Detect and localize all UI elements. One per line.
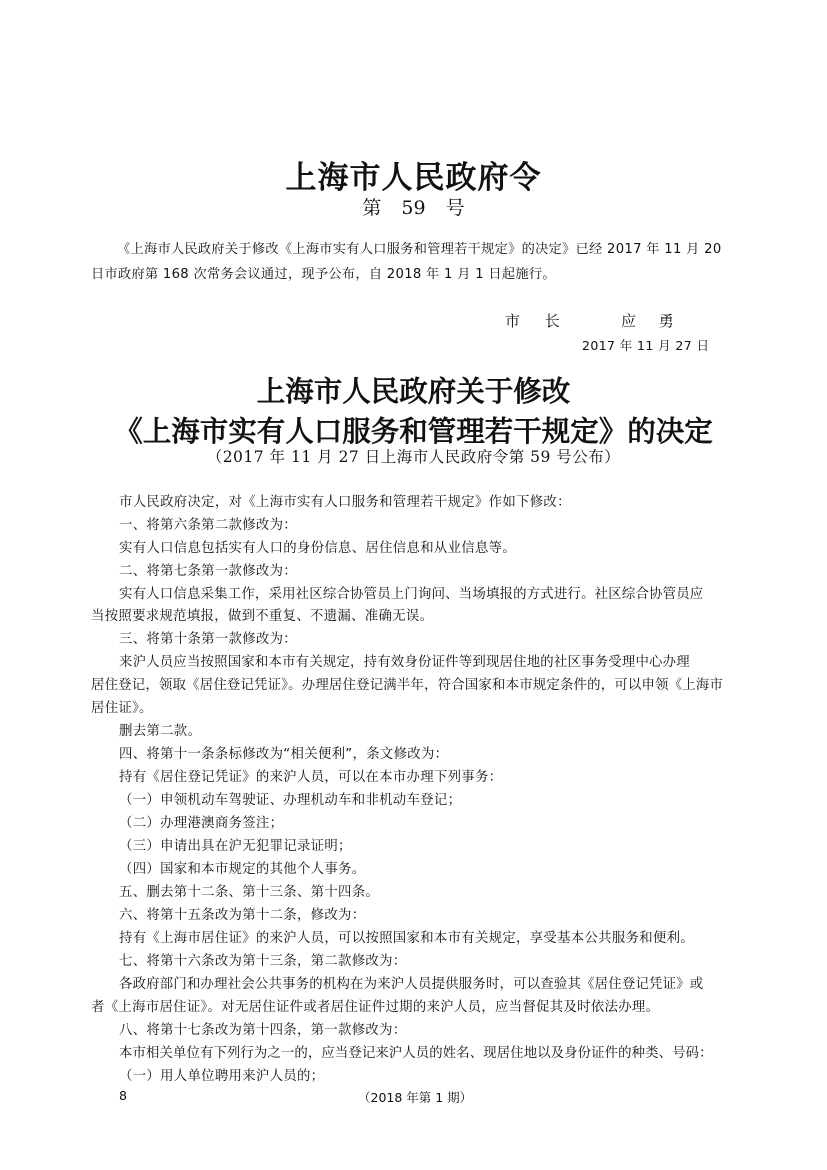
body-line: 五、删去第十二条、第十三条、第十四条。 bbox=[119, 885, 380, 900]
body-line: （二）办理港澳商务签注； bbox=[119, 816, 284, 831]
body-line: 七、将第十六条改为第十三条，第二款修改为： bbox=[119, 954, 407, 969]
signature-date: 2017 年 11 月 27 日 bbox=[582, 338, 710, 353]
body-line: 市人民政府决定，对《上海市实有人口服务和管理若干规定》作如下修改： bbox=[119, 495, 571, 510]
page-number: 8 bbox=[119, 1088, 127, 1103]
issue-label: （2018 年第 1 期） bbox=[358, 1090, 473, 1105]
decision-title-line-1: 上海市人民政府关于修改 bbox=[256, 374, 571, 408]
body-line: （一）申领机动车驾驶证、办理机动车和非机动车登记； bbox=[119, 793, 462, 808]
body-line: 各政府部门和办理社会公共事务的机构在为来沪人员提供服务时，可以查验其《居住登记凭证》或 bbox=[119, 977, 704, 992]
body-line: 实有人口信息采集工作，采用社区综合协管员上门询问、当场填报的方式进行。社区综合协管员应 bbox=[119, 587, 704, 602]
body-line: 持有《上海市居住证》的来沪人员，可以按照国家和本市有关规定，享受基本公共服务和便利。 bbox=[119, 931, 695, 946]
body-line: 持有《居住登记凭证》的来沪人员，可以在本市办理下列事务： bbox=[119, 770, 503, 785]
order-number: 第 59 号 bbox=[362, 197, 465, 219]
body-line: 实有人口信息包括实有人口的身份信息、居住信息和从业信息等。 bbox=[119, 541, 517, 556]
body-line: 来沪人员应当按照国家和本市有关规定，持有效身份证件等到现居住地的社区事务受理中心办理 bbox=[119, 655, 690, 670]
body-line: 一、将第六条第二款修改为： bbox=[119, 518, 297, 533]
body-line: 当按照要求规范填报，做到不重复、不遗漏、准确无误。 bbox=[91, 609, 434, 624]
body-line: （一）用人单位聘用来沪人员的； bbox=[119, 1069, 325, 1084]
decision-title-line-2: 《上海市实有人口服务和管理若干规定》的决定 bbox=[114, 414, 713, 448]
body-line: 八、将第十七条改为第十四条，第一款修改为： bbox=[119, 1023, 407, 1038]
body-line: 四、将第十一条条标修改为“相关便利”，条文修改为： bbox=[119, 747, 449, 762]
order-title: 上海市人民政府令 bbox=[285, 160, 542, 196]
signature-title: 市 长 bbox=[505, 312, 560, 330]
body-line: 者《上海市居住证》。对无居住证件或者居住证件过期的来沪人员，应当督促其及时依法办理。 bbox=[91, 1000, 660, 1015]
body-line: （四）国家和本市规定的其他个人事务。 bbox=[119, 862, 366, 877]
body-line: 删去第二款。 bbox=[119, 724, 202, 739]
signature-name: 应 勇 bbox=[621, 312, 674, 330]
body-line: 居住证》。 bbox=[91, 701, 153, 716]
body-line: 二、将第七条第一款修改为： bbox=[119, 564, 297, 579]
body-line: 六、将第十五条改为第十二条，修改为： bbox=[119, 908, 366, 923]
preamble-line-1: 《上海市人民政府关于修改《上海市实有人口服务和管理若干规定》的决定》已经 2017 年 11 月 20 bbox=[117, 242, 722, 257]
body-line: （三）申请出具在沪无犯罪记录证明； bbox=[119, 839, 352, 854]
body-line: 居住登记，领取《居住登记凭证》。办理居住登记满半年，符合国家和本市规定条件的，可以申领《上海市 bbox=[91, 678, 724, 693]
preamble-line-2: 日市政府第 168 次常务会议通过，现予公布，自 2018 年 1 月 1 日起施行。 bbox=[91, 267, 556, 282]
body-line: 三、将第十条第一款修改为： bbox=[119, 632, 297, 647]
decision-subtitle: （2017 年 11 月 27 日上海市人民政府令第 59 号公布） bbox=[206, 448, 621, 466]
body-line: 本市相关单位有下列行为之一的，应当登记来沪人员的姓名、现居住地以及身份证件的种类、号码： bbox=[119, 1046, 713, 1061]
